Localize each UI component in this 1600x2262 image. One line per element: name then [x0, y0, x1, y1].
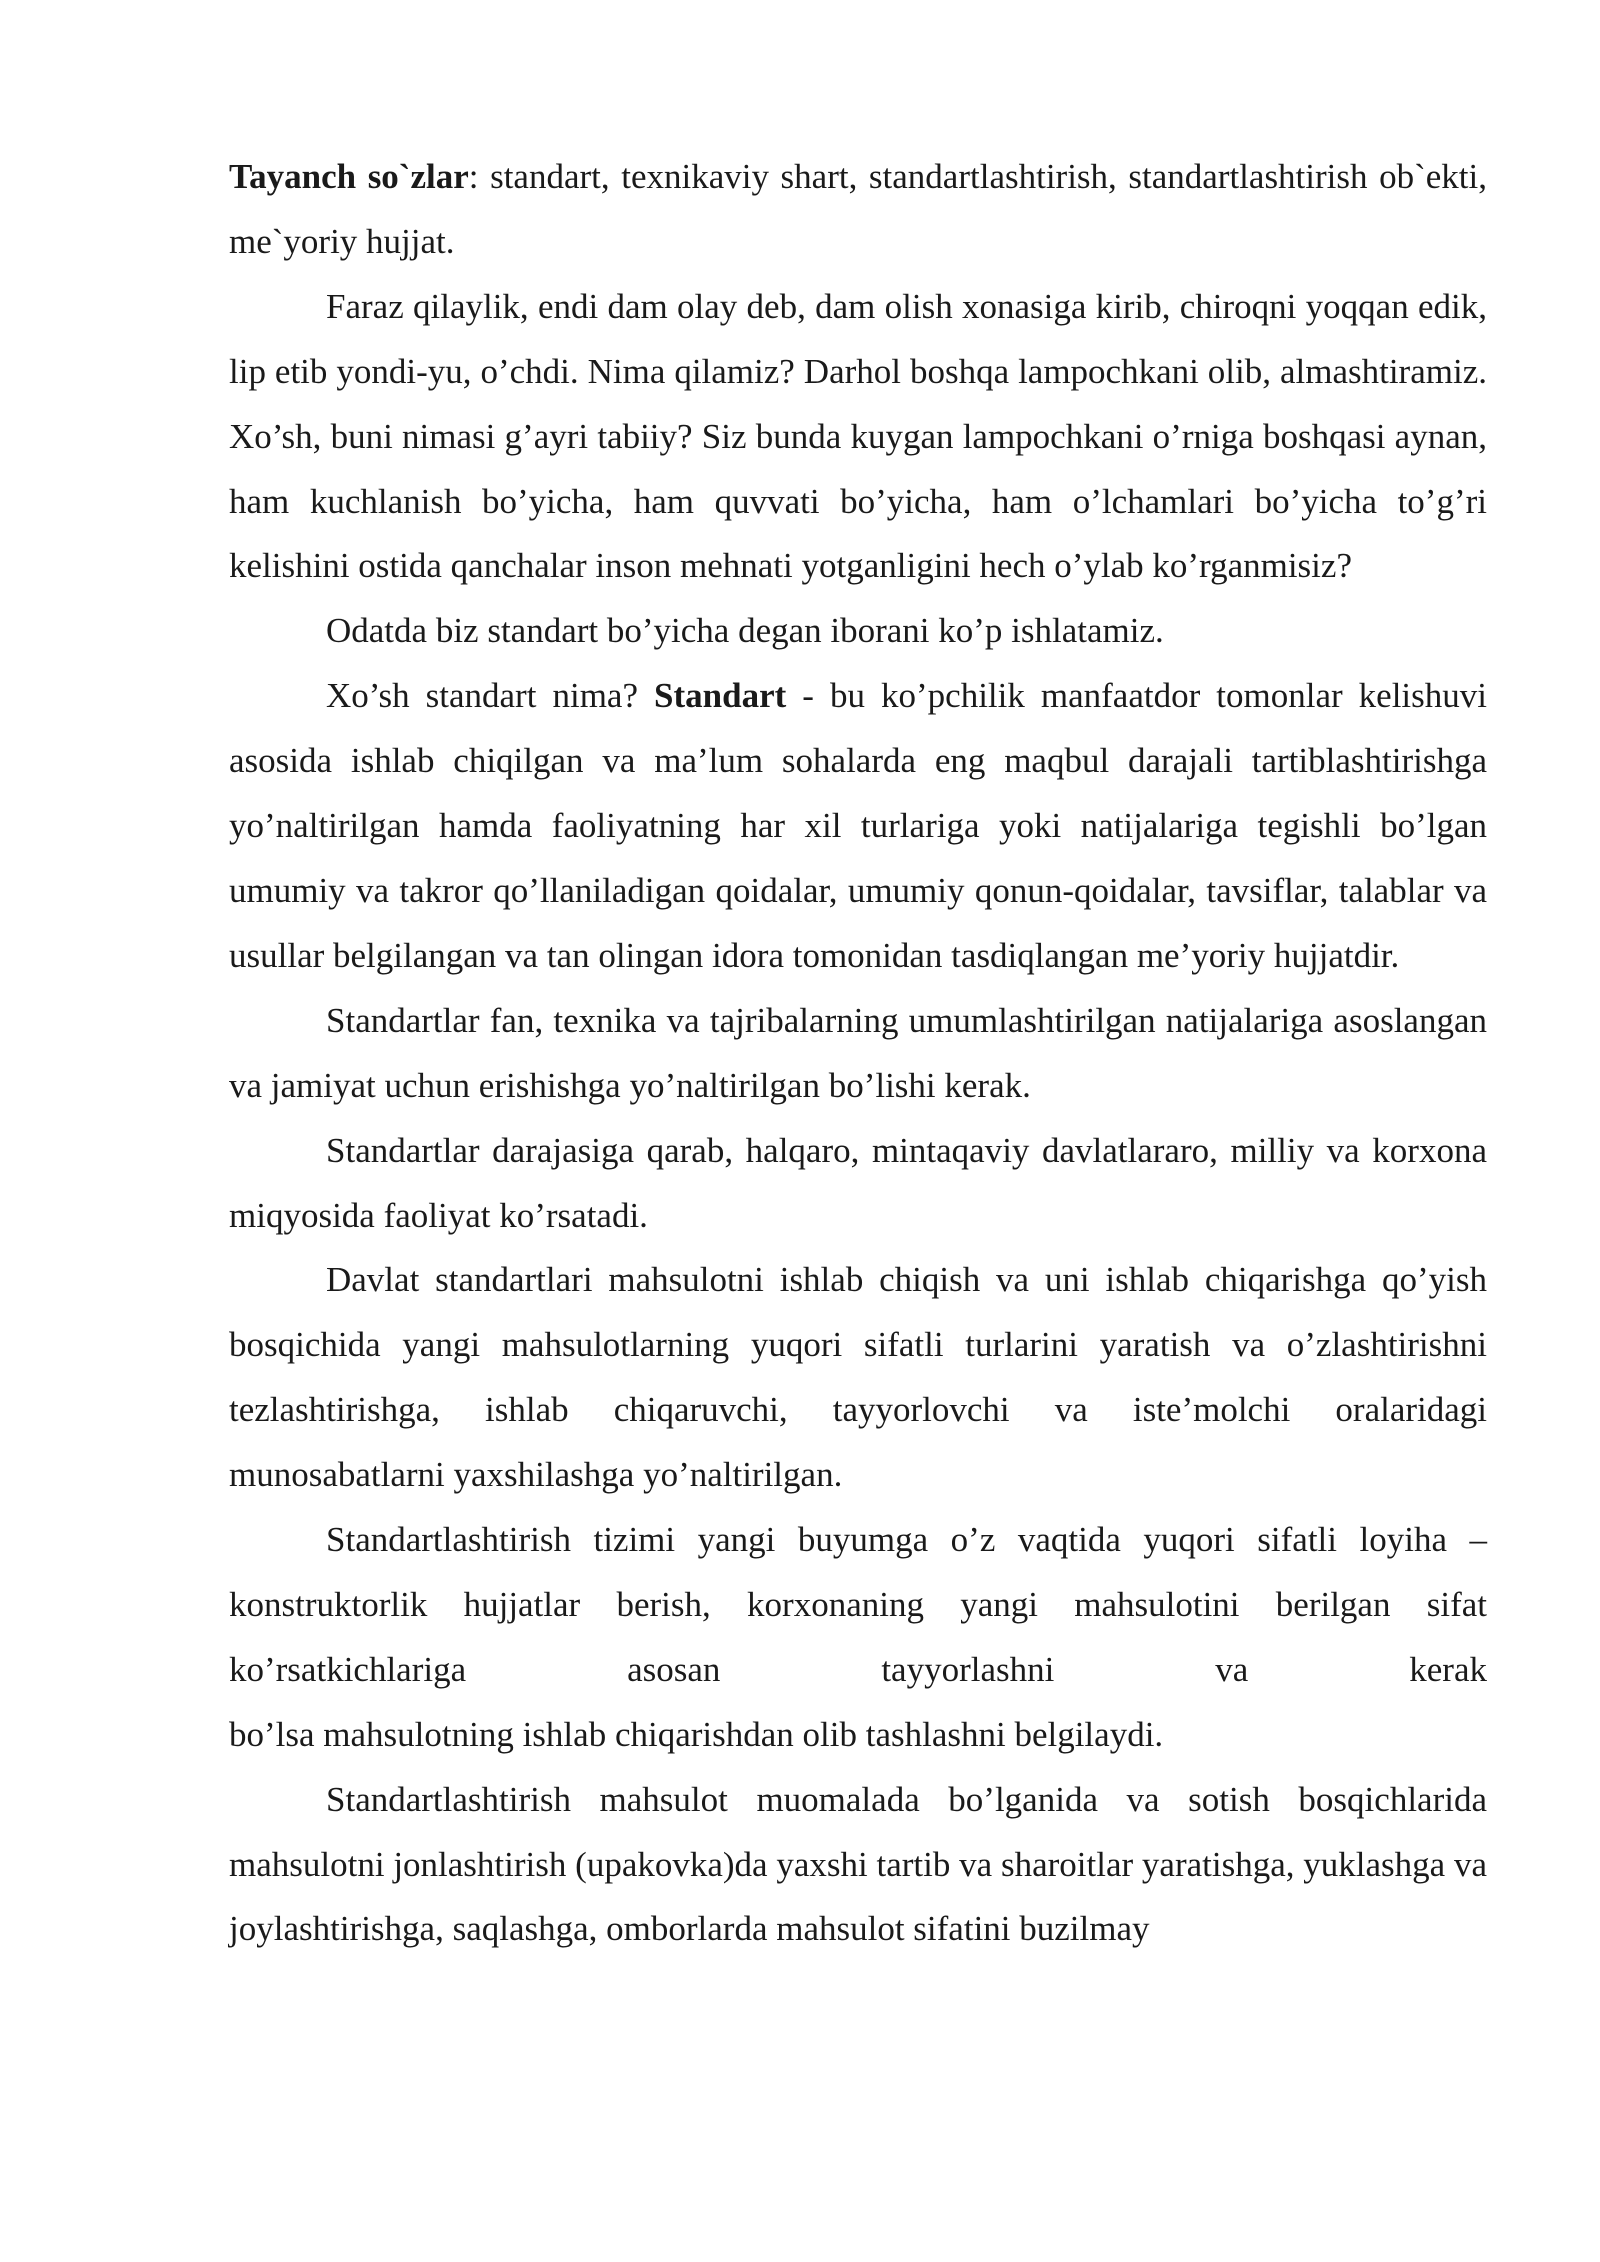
system-paragraph-part2: bo’lsa mahsulotning ishlab chiqarishdan olib tashlashni belgilaydi.	[229, 1714, 1164, 1754]
definition-text: - bu ko’pchilik manfaatdor tomonlar kelishuvi asosida ishlab chiqilgan va ma’lum sohalarda eng maqbul darajali tartiblashtirishga yo’naltirilgan hamda faoliyatning har xil turlariga yoki natijalariga tegishli bo’lgan umumiy va takror qo’llaniladigan qoidalar, umumiy qonun-qoidalar, tavsiflar, talablar va usullar belgilangan va tan olingan idora tomonidan tasdiqlangan me’yoriy hujjatdir.	[229, 676, 1487, 975]
document-body	[229, 145, 1487, 1962]
paragraph-state-standards: Davlat standartlari mahsulotni ishlab chiqish va uni ishlab chiqarishga qo’yish bosqichida yangi mahsulotlarning yuqori sifatli turlarini yaratish va o’zlashtirishni tezlashtirishga, ishlab chiqaruvchi, tayyorlovchi va iste’molchi oralaridagi munosabatlarni yaxshilashga yo’naltirilgan.	[229, 1260, 1487, 1495]
definition-lead: Xo’sh standart nima?	[326, 676, 655, 716]
definition-paragraph	[229, 664, 1487, 989]
keywords-paragraph	[229, 145, 1487, 275]
keywords-label: Tayanch so`zlar	[229, 157, 469, 196]
paragraph-standards-levels: Standartlar darajasiga qarab, halqaro, mintaqaviy davlatlararo, milliy va korxona miqyosida faoliyat ko’rsatadi.	[229, 1130, 1487, 1235]
keywords-text: : standart, texnikaviy shart, standartlashtirish, standartlashtirish ob`ekti, me`yoriy hujjat.	[229, 157, 1487, 261]
system-paragraph-part1: Standartlashtirish tizimi yangi buyumga o’z vaqtida yuqori sifatli loyiha – konstruktorlik hujjatlar berish, korxonaning yangi mahsulotini berilgan sifat ko’rsatkichlariga asosan tayyorlashni va kerak	[229, 1520, 1487, 1689]
paragraph-standards-basis: Standartlar fan, texnika va tajribalarning umumlashtirilgan natijalariga asoslangan va jamiyat uchun erishishga yo’naltirilgan bo’lishi kerak.	[229, 1000, 1487, 1105]
paragraph-standard-usage: Odatda biz standart bo’yicha degan iborani ko’p ishlatamiz.	[326, 611, 1164, 651]
paragraph-standardization-system	[229, 1508, 1487, 1768]
definition-term: Standart	[654, 676, 787, 716]
paragraph-standardization-circulation: Standartlashtirish mahsulot muomalada bo’lganida va sotish bosqichlarida mahsulotni jonlashtirish (upakovka)da yaxshi tartib va sharoitlar yaratishga, yuklashga va joylashtirishga, saqlashga, omborlarda mahsulot sifatini buzilmay	[229, 1779, 1487, 1949]
paragraph-lamp-example: Faraz qilaylik, endi dam olay deb, dam olish xonasiga kirib, chiroqni yoqqan edik, lip etib yondi-yu, o’chdi. Nima qilamiz? Darhol boshqa lampochkani olib, almashtiramiz. Xo’sh, buni nimasi g’ayri tabiiy? Siz bunda kuygan lampochkani o’rniga boshqasi aynan, ham kuchlanish bo’yicha, ham quvvati bo’yicha, ham o’lchamlari bo’yicha to’g’ri kelishini ostida qanchalar inson mehnati yotganligini hech o’ylab ko’rganmisiz?	[229, 286, 1487, 586]
